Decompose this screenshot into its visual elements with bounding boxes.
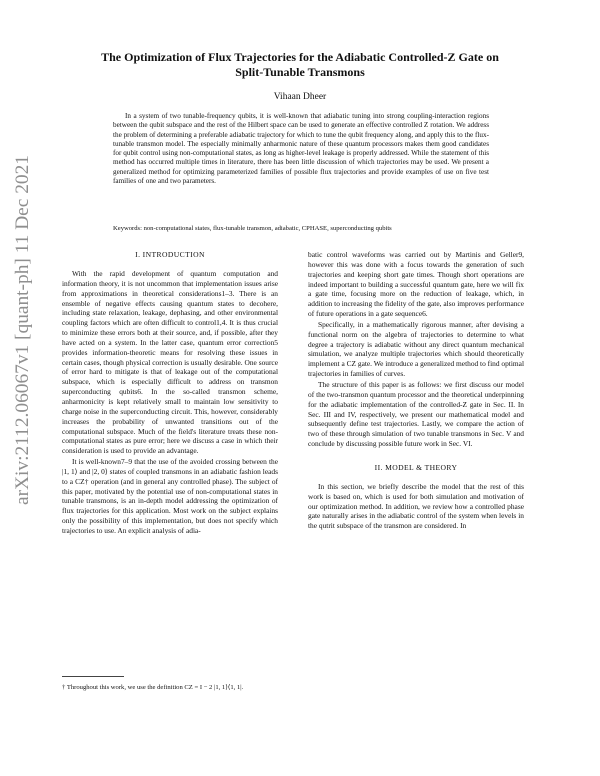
paper-title [80,50,520,80]
author-name: Vihaan Dheer [273,92,327,102]
intro-paragraph-5: The structure of this paper is as follows: we first discuss our model of the two-transmon quantum processor and the theoretical underpinning for the adiabatic implementation of the controlled-Z gate in Sec. II. In Sec. III and IV, respectively, we present our mathematical model and subsequently define test trajectories. Lastly, we compare the action of two of these through simulation of two tunable transmons in Sec. V and conclude by discussing possible future work in Sec. VI. [308,379,524,449]
keywords: Keywords: non-computational states, flux-tunable transmon, adiabatic, CPHASE, superconducting qubits [113,225,392,232]
arxiv-identifier: arXiv:2112.06067v1 [quant-ph] 11 Dec 2021 [13,170,33,505]
footnote-divider [62,676,124,677]
footnote: † Throughout this work, we use the definition CZ = I − 2 |1, 1⟩⟨1, 1|. [62,684,244,691]
intro-paragraph-3: batic control waveforms was carried out by Martinis and Geller9, however this was done with a focus towards the generation of such trajectories and keeping short gate times. Though short operations are indeed important to building a successful quantum gate, here we will fix a gate time, focusing more on the reduction of leakage, which, in addition to increasing the fidelity of the gate, also improves performance of future operations in a gate sequence6. [308,250,524,319]
paper-title-line-2: Split-Tunable Transmons [235,65,365,79]
arxiv-watermark-svg [6,150,36,510]
left-column [62,250,278,536]
paper-title-line-1: The Optimization of Flux Trajectories for the Adiabatic Controlled-Z Gate on [101,50,499,64]
right-column [308,250,524,531]
arxiv-watermark [6,150,36,510]
model-paragraph-1: In this section, we briefly describe the model that the rest of this work is based on, which is used for both simulation and motivation of our optimization method. In addition, we review how a controlled phase gate naturally arises in the adiabatic control of the system when levels in the qutrit subspace of the transmon are considered. In [308,481,524,531]
intro-paragraph-4: Specifically, in a mathematically rigorous manner, after devising a functional norm on the algebra of trajectories to determine to what degree a trajectory is adiabatic without any direct quantum mechanical simulation, we analyze multiple trajectories which should theoretically implement a CZ gate. We introduce a generalized method to find optimal trajectories in families of curves. [308,319,524,379]
intro-paragraph-2: It is well-known7–9 that the use of the avoided crossing between the |1, 1⟩ and |2, 0⟩ states of coupled transmons in an adiabatic fashion leads to a CZ† operation (and in general any controlled phase). The subject of this paper, motivated by the potential use of non-computational states in tunable transmons, is an in-depth model addressing the optimization of flux trajectories for this application. Most work on the subject explains only the possibility of this implementation, but does not specify which trajectories to use. An explicit analysis of adia- [62,457,278,535]
intro-paragraph-1: With the rapid development of quantum computation and information theory, it is not uncommon that implementation issues arise from approximations in theoretical considerations1–3. There is an ensemble of negative effects causing quantum states to decohere, including state relaxation, leakage, dephasing, and other environmental coupling factors which are often difficult to control1,4. It is thus crucial to minimize these errors both at their source, and, if possible, after they have acted on a system. In the latter case, quantum error correction5 provides information-theoretic means for resolving these issues in certain cases, though physical correction is usually desirable. One source of error hard to mitigate is that of leakage out of the computational subspace, which is especially difficult to address on transmon superconducting qubits6. In the so-called transmon scheme, anharmonicity is kept relatively small to maintain low sensitivity to charge noise in the superconducting circuit. This, however, considerably increases the probability of unwanted transitions out of the computational subspace. Much of the field's literature treats these non-computational states as pure error; here we discuss a case in which their consideration is used to provide an advantage. [62,269,278,456]
abstract: In a system of two tunable-frequency qubits, it is well-known that adiabatic tuning into strong coupling-interaction regions between the qubit subspace and the rest of the Hilbert space can be used to generate an effective controlled Z rotation. We address the problem of determining a preferable adiabatic trajectory for which to tune the qubit frequency along, and apply this to the flux-tunable transmon model. The especially minimally anharmonic nature of these quantum processors makes them good candidates for qubit control using non-computational states, as long as higher-level leakage is properly addressed. While the statement of this method has occurred multiple times in literature, there has been little discussion of which trajectories may be used. We present a generalized method for optimizing parameterized families of possible flux trajectories and provide examples of use on five test families of one and two parameters. [113,112,490,186]
section-heading-model-theory: II. MODEL & THEORY [374,462,458,472]
section-heading-introduction: I. INTRODUCTION [135,250,205,259]
